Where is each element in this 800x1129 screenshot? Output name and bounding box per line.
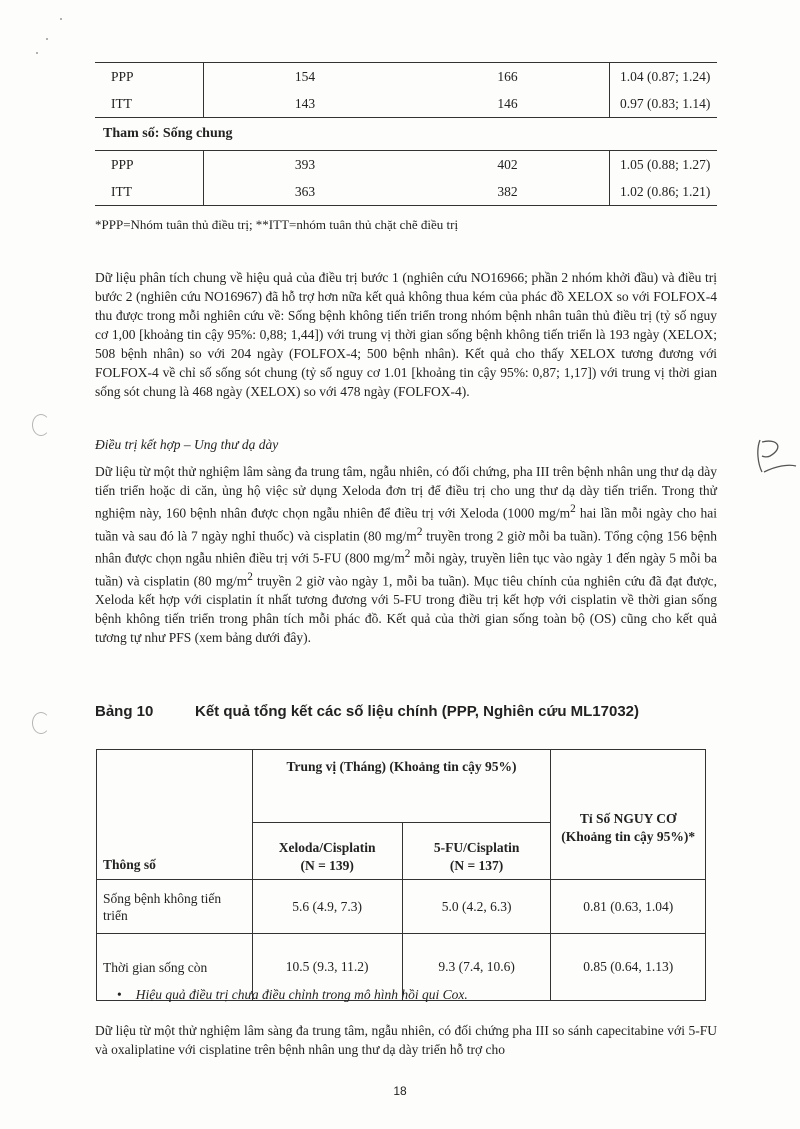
scan-speck <box>36 52 38 54</box>
punch-hole-mark <box>32 712 50 734</box>
superscript: 2 <box>416 525 423 538</box>
superscript: 2 <box>570 503 576 515</box>
row-label: ITT <box>95 178 204 206</box>
row-label: PPP <box>95 63 204 91</box>
cell-hazard-ratio: 1.04 (0.87; 1.24) <box>610 63 718 91</box>
paragraph-gastric-cancer-trial <box>95 462 717 647</box>
cell-value: 393 <box>204 151 407 179</box>
cell-hazard-ratio: 1.02 (0.86; 1.21) <box>610 178 718 206</box>
page-number: 18 <box>393 1084 407 1098</box>
header-label: Xeloda/Cisplatin <box>278 840 376 855</box>
header-row <box>97 750 706 823</box>
row-label: Sống bệnh không tiến triển <box>97 880 253 934</box>
table-footnote: *PPP=Nhóm tuân thủ điều trị; **ITT=nhóm tuân thủ chặt chẽ điều trị <box>95 217 459 232</box>
header-label: 5-FU/Cisplatin <box>433 840 520 855</box>
bullet-text: Hiệu quả điều trị chưa điều chỉnh trong mô hình hồi qui Cox. <box>135 987 468 1002</box>
row-label: PPP <box>95 151 204 179</box>
cell-value: 9.3 (7.4, 10.6) <box>402 934 551 1001</box>
cell-value: 146 <box>497 95 518 111</box>
paragraph-next-trial: Dữ liệu từ một thử nghiệm lâm sàng đa trung tâm, ngẫu nhiên, có đối chứng pha III so sánh capecitabine với 5-FU và oxaliplatine với cisplatine trên bệnh nhân ung thư dạ dày triển hỗ trợ cho <box>95 1023 717 1057</box>
paragraph-pooled-analysis: Dữ liệu phân tích chung về hiệu quả của điều trị bước 1 (nghiên cứu NO16966; phần 2 nhóm khởi đầu) và điều trị bước 2 (nghiên cứu NO16967) đã hỗ trợ hơn nữa kết quả không thua kém của phác đồ XELOX so với FOLFOX-4 thu được trong mỗi nghiên cứu về: Sống bệnh không tiến triển trong nhóm bệnh nhân tuân thủ điều trị (tỷ số nguy cơ 1,00 [khoảng tin cậy 95%: 0,88; 1,44]) với trung vị thời gian sống bệnh không tiến triển là 193 ngày (XELOX; 508 bệnh nhân) so với 204 ngày (FOLFOX-4; 500 bệnh nhân). Kết quả cho thấy XELOX tương đương với FOLFOX-4 về chỉ số sống sót chung (tỷ số nguy cơ 1.01 [khoảng tin cậy 95%: 0,87; 1,17]) với trung vị thời gian sống sót chung là 468 ngày (XELOX) so với 478 ngày (FOLFOX-4). <box>95 270 717 399</box>
table-caption <box>95 703 725 720</box>
header-xeloda-cisplatin <box>252 823 402 880</box>
row-label: Thời gian sống còn <box>97 934 253 1001</box>
header-count: (N = 137) <box>449 858 504 873</box>
superscript: 2 <box>404 548 411 560</box>
header-count: (N = 139) <box>300 858 354 873</box>
table-row <box>95 178 717 206</box>
section-subheading: Điều trị kết hợp – Ung thư dạ dày <box>95 437 279 452</box>
table-row <box>95 63 717 91</box>
table-number: Bảng 10 <box>95 703 154 720</box>
superscript: 2 <box>247 570 253 583</box>
cell-value: 382 <box>406 178 610 206</box>
cell-value: 10.5 (9.3, 11.2) <box>252 934 402 1001</box>
table-row <box>95 151 717 179</box>
handwritten-margin-mark <box>752 434 798 478</box>
paragraph-text: truyền trong 2 giờ mỗi ba tuần). Tổng cộng 156 bệnh nhân được chọn ngẫu nhiên điều trị với 5-FU (800 mg/m <box>95 528 718 566</box>
section-row <box>95 118 717 151</box>
cell-hazard-ratio: 0.85 (0.64, 1.13) <box>551 934 706 1001</box>
cell-hazard-ratio: 1.05 (0.88; 1.27) <box>610 151 718 179</box>
section-label: Tham số: Sống chung <box>95 118 717 151</box>
paragraph-text: hai lần mỗi ngày cho hai tuần và sau đó là 7 ngày nghỉ thuốc) và cisplatin (80 mg/m <box>95 505 717 543</box>
scan-speck <box>60 18 62 20</box>
paragraph-text: Dữ liệu từ một thử nghiệm lâm sàng đa trung tâm, ngẫu nhiên, có đối chứng, pha III trên bệnh nhân ung thư dạ dày tiến triển hoặc di căn, ủng hộ việc sử dụng Xeloda đơn trị để điều trị cho ung thư dạ dày tiến triển. Trong thử nghiệm này, 160 bệnh nhân được chọn ngẫu nhiên để điều trị với Xeloda (1000 mg/m <box>95 464 717 521</box>
cell-value: 166 <box>406 63 610 91</box>
survival-results-table <box>95 62 717 206</box>
cell-value: 402 <box>406 151 610 179</box>
scan-speck <box>46 38 48 40</box>
cell-value: 5.6 (4.9, 7.3) <box>252 880 402 934</box>
cell-hazard-ratio: 0.81 (0.63, 1.04) <box>551 880 706 934</box>
key-results-table <box>96 749 706 1001</box>
paragraph-text: mỗi ngày, truyền liên tục vào ngày 1 đến ngày 5 mỗi ba tuần) và cisplatin (80 mg/m <box>95 550 717 588</box>
cell-value: 5.0 (4.2, 6.3) <box>402 880 551 934</box>
cell-value: 363 <box>204 178 407 206</box>
paragraph-text: truyền 2 giờ vào ngày 1, mỗi ba tuần). Mục tiêu chính của nghiên cứu đã đạt được, Xeloda kết hợp với cisplatin ít nhất tương đương với 5-FU trong điều trị kết hợp với cisplatin về thời gian sống bệnh không tiến triển trong phân tích mỗi phác đồ. Kết quả của thời gian sống toàn bộ (OS) cũng cho kết quả tương tự như PFS (xem bảng dưới đây). <box>95 573 717 645</box>
bullet-icon: • <box>117 987 122 1002</box>
header-5fu-cisplatin <box>402 823 551 880</box>
cell-value: 143 <box>204 90 407 118</box>
cell-hazard-ratio: 0.97 (0.83; 1.14) <box>610 90 718 118</box>
header-parameter: Thông số <box>97 750 253 880</box>
table-bullet-note <box>117 987 468 1003</box>
punch-hole-mark <box>32 414 50 436</box>
table-row <box>95 90 717 118</box>
cell-value: 154 <box>204 63 407 91</box>
table-title: Kết quả tổng kết các số liệu chính (PPP, Nghiên cứu ML17032) <box>195 703 640 720</box>
header-median-group: Trung vị (Tháng) (Khoảng tin cậy 95%) <box>252 750 551 823</box>
header-hazard-ratio: Tỉ Số NGUY CƠ (Khoảng tin cậy 95%)* <box>551 750 706 880</box>
row-label: ITT <box>111 95 132 111</box>
table-row <box>97 880 706 934</box>
